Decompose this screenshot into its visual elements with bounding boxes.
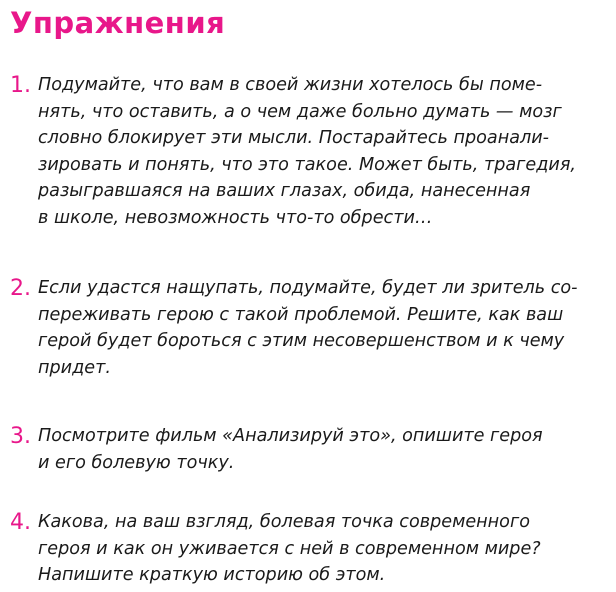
exercise-text-line: в школе, невозможность что-то обрести… <box>38 207 433 228</box>
exercise-text-line: придет. <box>38 357 111 378</box>
exercise-text <box>38 275 610 381</box>
exercise-text-line: Если удастся нащупать, подумайте, будет ли зритель со- <box>38 278 578 298</box>
exercise-text <box>38 72 610 231</box>
exercise-text-line: разыгравшаяся на ваших глазах, обида, нанесенная <box>38 181 531 201</box>
exercise-text-line: словно блокирует эти мысли. Постарайтесь проанали- <box>38 128 550 148</box>
exercise-text-line: Какова, на ваш взгляд, болевая точка современного <box>38 512 530 532</box>
exercise-text <box>38 423 610 476</box>
exercise-text-line: Напишите краткую историю об этом. <box>38 565 386 585</box>
section-heading: Упражнения <box>10 6 226 40</box>
exercise-text-line: Посмотрите фильм «Анализируй это», опишите героя <box>38 426 543 446</box>
exercise-text-line: зировать и понять, что это такое. Может быть, трагедия, <box>38 154 577 175</box>
exercise-text-line: нять, что оставить, а о чем даже больно думать — мозг <box>38 101 562 122</box>
exercise-text-line: Подумайте, что вам в своей жизни хотелось бы поме- <box>38 75 543 95</box>
exercise-text-line: герой будет бороться с этим несовершенством и к чему <box>38 331 565 351</box>
exercise-number: 2. <box>10 276 31 301</box>
exercise-text-line: и его болевую точку. <box>38 452 235 473</box>
exercise-number: 1. <box>10 73 31 98</box>
exercise-number: 4. <box>10 510 31 535</box>
exercise-text-line: героя и как он уживается с ней в современном мире? <box>38 538 541 559</box>
exercise-text-line: переживать герою с такой проблемой. Решите, как ваш <box>38 304 564 325</box>
exercise-text <box>38 509 610 589</box>
exercise-number: 3. <box>10 424 31 449</box>
